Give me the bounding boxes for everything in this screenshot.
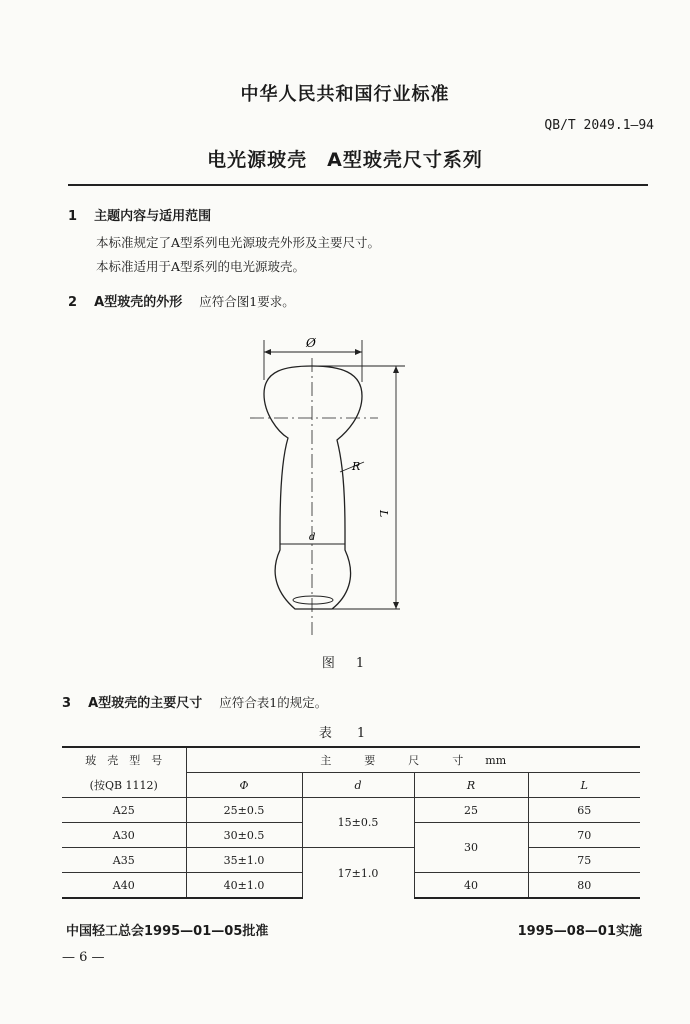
- r-cell: 25: [414, 798, 528, 823]
- table-header-row: [62, 747, 640, 773]
- l-cell: 75: [528, 848, 640, 873]
- r-cell: 30: [414, 823, 528, 873]
- header-model: 玻 壳 型 号: [62, 747, 186, 773]
- standard-code: QB/T 2049.1—94: [544, 118, 654, 133]
- section-title: A型玻壳的外形: [94, 295, 183, 310]
- document-title: 电光源玻壳 A型玻壳尺寸系列: [207, 149, 483, 171]
- bulb-outline-figure: [240, 330, 430, 640]
- model-cell: A30: [62, 823, 186, 848]
- length-label: L: [377, 510, 390, 518]
- phi-cell: 30±0.5: [186, 823, 302, 848]
- l-cell: 65: [528, 798, 640, 823]
- figure-caption: 图 1: [321, 656, 369, 671]
- implementation-date: 1995—08—01实施: [517, 924, 642, 939]
- table-caption: 表 1: [318, 726, 372, 741]
- section-title: 主题内容与适用范围: [94, 209, 212, 224]
- issuing-organization: 中华人民共和国行业标准: [240, 84, 450, 105]
- header-d: d: [302, 773, 414, 798]
- d-cell: 17±1.0: [302, 848, 414, 899]
- section-number: 1: [68, 209, 78, 224]
- model-cell: A25: [62, 798, 186, 823]
- header-rule: [68, 184, 648, 186]
- section-title: A型玻壳的主要尺寸: [88, 696, 203, 711]
- section-1-heading: [68, 205, 211, 224]
- page-number: — 6 —: [62, 950, 105, 965]
- section-3-heading: [62, 692, 327, 711]
- header-main-dimensions: 主 要 尺 寸 mm: [186, 747, 640, 773]
- header-r: R: [414, 773, 528, 798]
- table-header-row: [62, 773, 640, 798]
- phi-cell: 25±0.5: [186, 798, 302, 823]
- section-text: 应符合图1要求。: [199, 294, 295, 309]
- diameter-label: Ø: [306, 336, 316, 350]
- phi-cell: 40±1.0: [186, 873, 302, 899]
- dimension-table: [62, 746, 640, 899]
- section-number: 2: [68, 295, 78, 310]
- bulb-outline: [264, 366, 362, 609]
- section-text: 应符合表1的规定。: [219, 695, 328, 710]
- header-l: L: [528, 773, 640, 798]
- model-cell: A35: [62, 848, 186, 873]
- d-cell: 15±0.5: [302, 798, 414, 848]
- section-1-paragraph-1: 本标准规定了A型系列电光源玻壳外形及主要尺寸。: [96, 235, 381, 250]
- table-row: [62, 848, 640, 873]
- base-rim: [293, 596, 333, 604]
- section-number: 3: [62, 696, 72, 711]
- l-cell: 80: [528, 873, 640, 899]
- r-cell: 40: [414, 873, 528, 899]
- table-row: [62, 798, 640, 823]
- neck-diameter-label: d: [309, 532, 316, 543]
- phi-cell: 35±1.0: [186, 848, 302, 873]
- model-cell: A40: [62, 873, 186, 899]
- section-1-paragraph-2: 本标准适用于A型系列的电光源玻壳。: [96, 259, 306, 274]
- l-cell: 70: [528, 823, 640, 848]
- section-2-heading: [68, 291, 295, 310]
- header-phi: Φ: [186, 773, 302, 798]
- radius-label: R: [352, 460, 361, 473]
- header-model-note: (按QB 1112): [89, 778, 158, 792]
- approval-date: 中国轻工总会1995—01—05批准: [66, 924, 269, 939]
